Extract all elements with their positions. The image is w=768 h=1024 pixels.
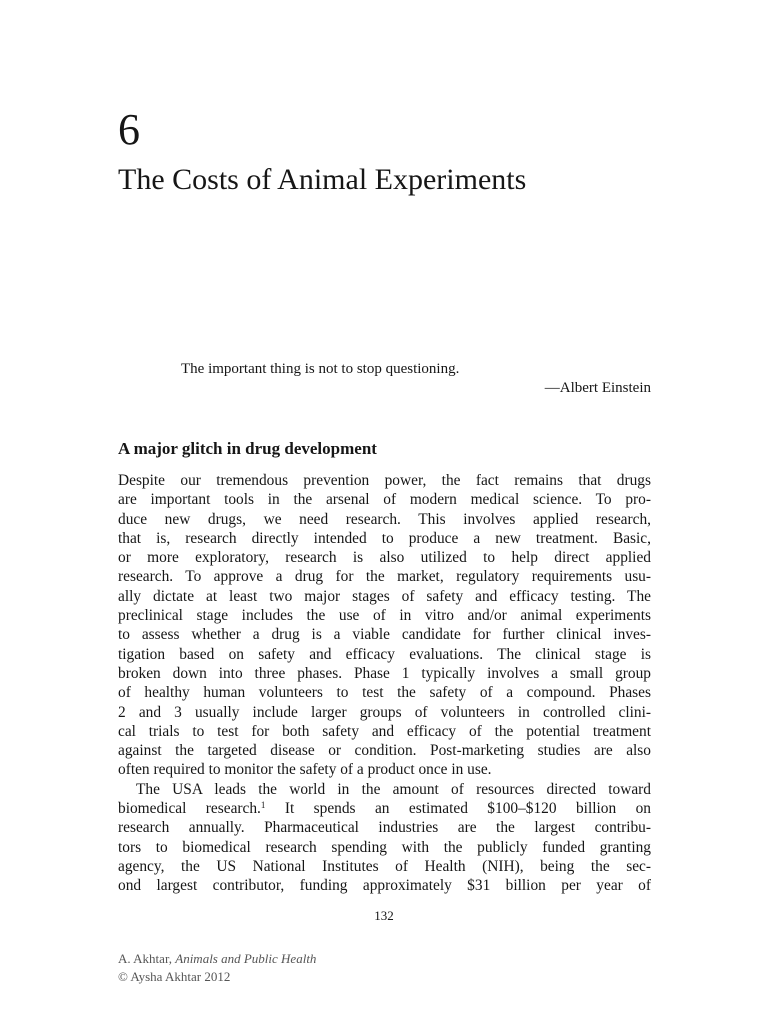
page-number: 132 [374,908,394,923]
body-line: 2 and 3 usually include larger groups of volunteers in controlled clini- [118,703,651,721]
chapter-number: 6 [118,105,140,154]
body-line: agency, the US National Institutes of Health (NIH), being the sec- [118,857,651,875]
body-line: that is, research directly intended to produce a new treatment. Basic, [118,529,651,547]
footer-book-title: Animals and Public Health [175,951,317,966]
body-line: research annually. Pharmaceutical industries are the largest contribu- [118,819,651,837]
body-text-segment: It spends an estimated $100–$120 billion on [265,800,651,818]
body-line: ond largest contributor, funding approximately $31 billion per year of [118,877,651,895]
section-heading: A major glitch in drug development [118,439,377,458]
body-line: cal trials to test for both safety and efficacy of the potential treatment [118,722,651,740]
body-line: against the targeted disease or condition. Post-marketing studies are also [118,742,651,760]
footer [118,950,316,986]
footer-copyright: © Aysha Akhtar 2012 [118,969,231,984]
footer-citation [118,950,316,968]
chapter-title: The Costs of Animal Experiments [118,163,527,196]
body-line: research. To approve a drug for the market, regulatory requirements usu- [118,568,651,586]
body-line: are important tools in the arsenal of modern medical science. To pro- [118,491,651,509]
epigraph-attribution: —Albert Einstein [544,380,651,396]
body-line: preclinical stage includes the use of in vitro and/or animal experiments [118,607,651,625]
body-line [118,799,651,818]
body-line: The USA leads the world in the amount of resources directed toward [136,780,651,798]
body-line: or more exploratory, research is also utilized to help direct applied [118,549,651,567]
body-line: duce new drugs, we need research. This involves applied research, [118,510,651,528]
epigraph [181,360,651,398]
body-line: ally dictate at least two major stages of safety and efficacy testing. The [118,587,651,605]
body-text-segment: biomedical research. [118,800,261,818]
body-line: Despite our tremendous prevention power, the fact remains that drugs [118,472,651,489]
footer-author: A. Akhtar, [118,951,176,966]
epigraph-text: The important thing is not to stop questioning. [181,361,460,377]
footnote-marker[interactable]: 1 [260,800,266,811]
body-line: tors to biomedical research spending with the publicly funded granting [118,838,651,856]
body-line: to assess whether a drug is a viable candidate for further clinical inves- [118,626,651,644]
body-line: broken down into three phases. Phase 1 typically involves a small group [118,664,651,682]
body-line: often required to monitor the safety of a product once in use. [118,761,492,779]
body-line: of healthy human volunteers to test the safety of a compound. Phases [118,684,651,702]
body-line: tigation based on safety and efficacy evaluations. The clinical stage is [118,645,651,663]
body-text [118,471,651,896]
